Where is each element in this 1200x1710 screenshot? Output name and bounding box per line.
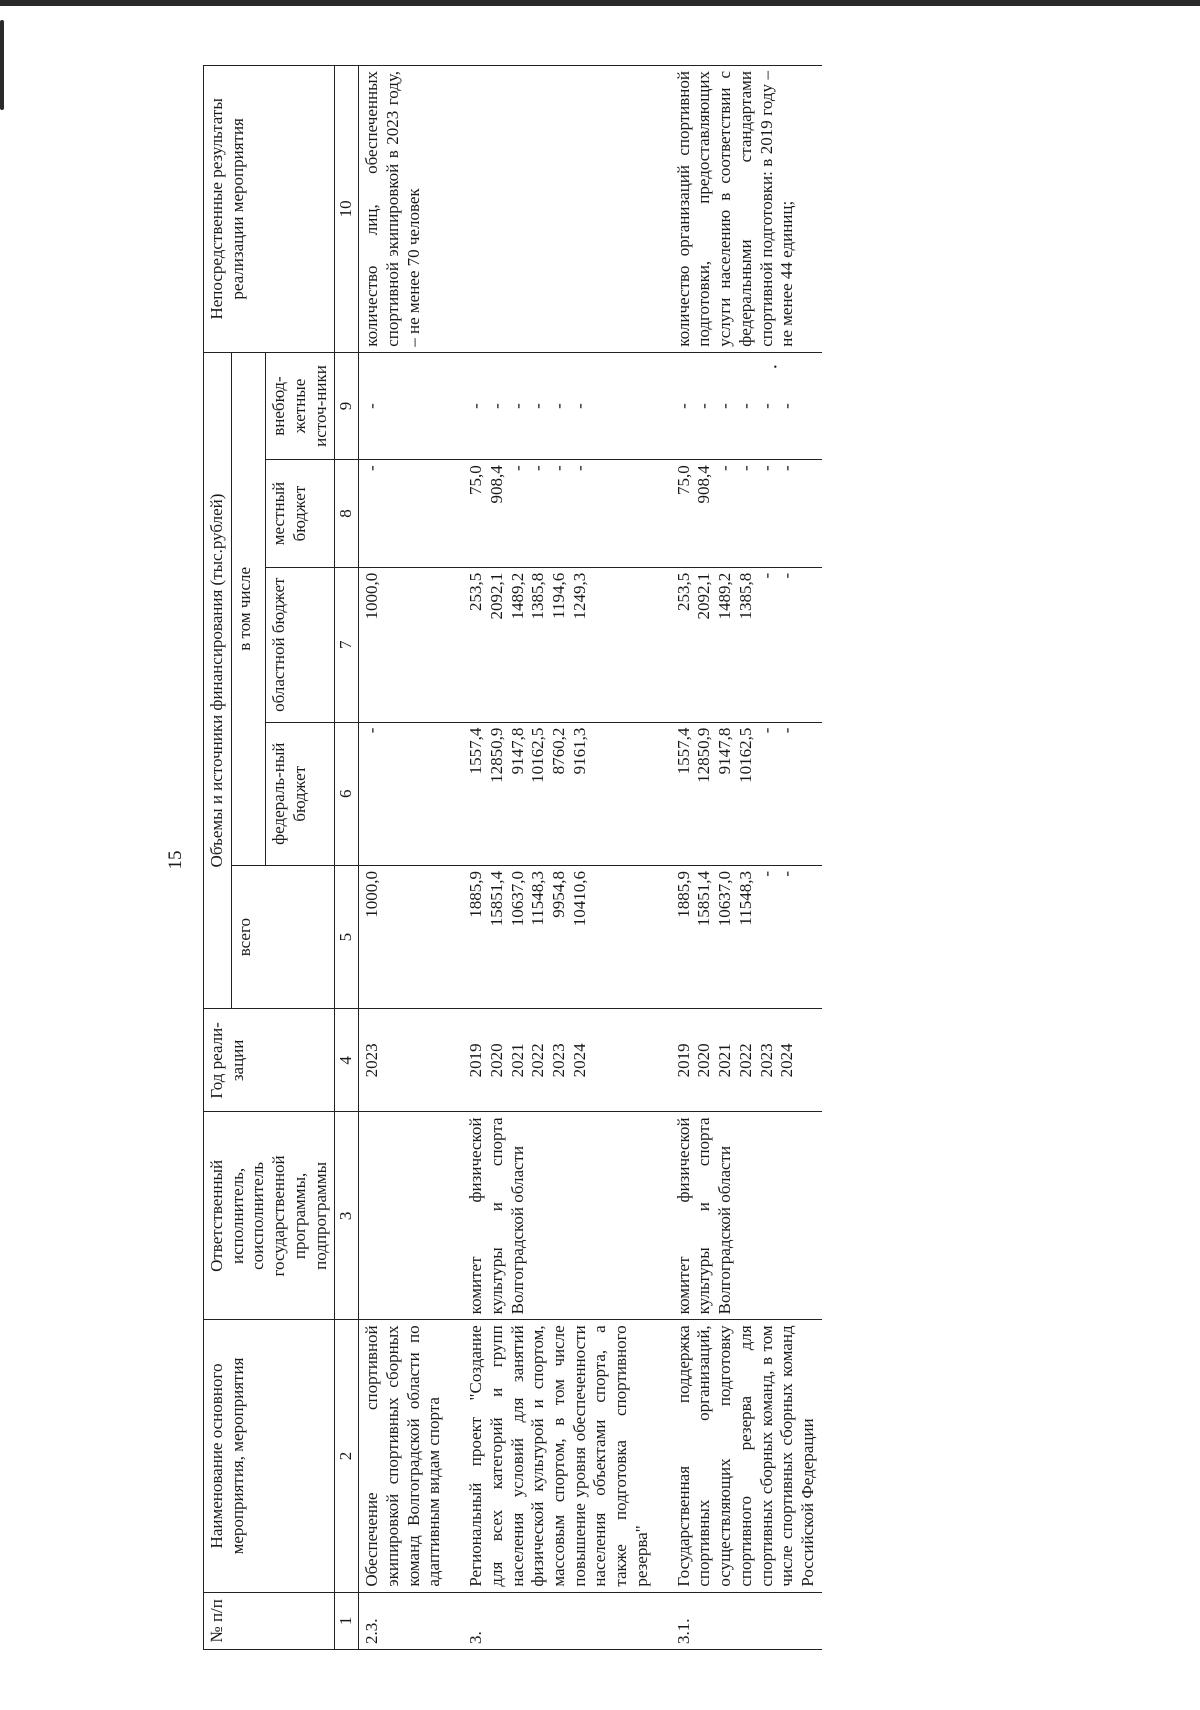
row-regional-value: 1489,2 <box>715 572 735 620</box>
row-regional-value: 2092,1 <box>486 572 506 620</box>
row-name: Обеспечение спортивной экипировкой спортивных сборных команд Волгоградской области по адаптивным видам спорта <box>359 1320 448 1592</box>
row-extra-value: - <box>486 403 506 409</box>
row-federal-value: 9147,8 <box>715 727 735 775</box>
row-name: Региональный проект "Создание для всех категорий и групп населения условий для занятий физической культурой и спортом, массовым спортом, в том числе повышение уровня обеспеченности населения объектами спорта, а также подготовка спортивного резерва" <box>448 1320 656 1592</box>
row-result: количество лиц, обеспеченных спортивной экипировкой в 2023 году, – не менее 70 человек <box>359 66 448 353</box>
table-body <box>359 66 822 1650</box>
row-total-value: 15851,4 <box>694 870 714 927</box>
row-regional-value: 1489,2 <box>507 572 527 620</box>
row-federal <box>656 722 822 865</box>
row-federal-value: 8760,2 <box>549 727 569 775</box>
row-extra-value: - <box>362 403 382 409</box>
table-row <box>359 66 448 1650</box>
row-regional-value: 1249,3 <box>569 572 589 620</box>
row-local-value: - <box>528 465 548 471</box>
row-federal-value: 12850,9 <box>486 727 506 783</box>
table-row <box>656 66 822 1650</box>
column-number: 8 <box>335 460 359 568</box>
scan-top-border <box>0 0 1200 6</box>
row-year-value: 2023 <box>756 1043 776 1078</box>
row-extra <box>359 352 448 460</box>
row-federal-value: - <box>756 727 776 734</box>
row-federal-value: 1557,4 <box>673 727 693 775</box>
row-regional <box>359 567 448 722</box>
row-year-value: 2021 <box>507 1043 527 1078</box>
row-year-value: 2022 <box>528 1043 548 1078</box>
row-local-value: 908,4 <box>486 465 506 504</box>
row-local-value: - <box>756 465 776 471</box>
row-number: 3. <box>448 1592 656 1649</box>
row-extra <box>656 352 822 460</box>
row-extra-value: - <box>715 403 735 409</box>
row-result: количество организаций спортивной подготовки, предоставляющих услуги населению в соответствии с федеральными стандартами спортивной подготовки: в 2019 году – не менее 44 единиц; <box>656 66 822 353</box>
column-number: 5 <box>335 865 359 1008</box>
row-year-value: 2021 <box>715 1043 735 1078</box>
row-federal-value: 1557,4 <box>466 727 486 775</box>
row-local-value: - <box>735 465 755 471</box>
row-regional-value: 1385,8 <box>528 572 548 620</box>
row-total-value: 10410,6 <box>569 870 589 927</box>
table-row <box>448 66 656 1650</box>
row-regional <box>448 567 656 722</box>
row-total-value: 1000,0 <box>362 870 382 918</box>
row-local-value: - <box>715 465 735 471</box>
row-year <box>656 1009 822 1112</box>
row-local-value: 908,4 <box>694 465 714 504</box>
row-total-value: 1885,9 <box>466 870 486 918</box>
rotated-document-page <box>165 65 1075 1650</box>
row-executor: комитет физической культуры и спорта Волгоградской области <box>448 1112 656 1320</box>
column-number: 1 <box>335 1592 359 1649</box>
row-year-value: 2022 <box>735 1043 755 1078</box>
row-extra-value: - <box>735 403 755 409</box>
row-local-value: - <box>362 465 382 471</box>
row-year-value: 2024 <box>777 1043 797 1078</box>
row-local-value: - <box>777 465 797 471</box>
column-number: 3 <box>335 1112 359 1320</box>
header-total: всего <box>231 865 335 1008</box>
row-total <box>656 865 822 1008</box>
row-total <box>359 865 448 1008</box>
row-federal-value: - <box>362 727 382 734</box>
header-year: Год реали-зации <box>204 1009 335 1112</box>
row-year <box>359 1009 448 1112</box>
row-local-value: 75,0 <box>673 465 693 496</box>
header-regional: областной бюджет <box>266 567 335 722</box>
row-total-value: 11548,3 <box>528 870 548 926</box>
row-extra-value: - <box>549 403 569 409</box>
row-regional-value: 253,5 <box>673 572 693 612</box>
row-name: Государственная поддержка спортивных организаций, осуществляющих подготовку спортивного резерва для спортивных сборных команд, в том числе спортивных сборных команд Российской Федерации <box>656 1320 822 1592</box>
financing-table <box>203 65 822 1650</box>
row-regional-value: 253,5 <box>466 572 486 612</box>
row-regional-value: - <box>756 572 776 579</box>
row-regional-value: 1000,0 <box>362 572 382 620</box>
row-regional-value: 1385,8 <box>735 572 755 620</box>
row-total-value: 10637,0 <box>507 870 527 927</box>
row-total-value: - <box>777 870 797 877</box>
row-extra-value: - <box>756 403 776 409</box>
header-result: Непосредственные результаты реализации мероприятия <box>204 66 335 353</box>
row-regional-value: 2092,1 <box>694 572 714 620</box>
column-number: 2 <box>335 1320 359 1592</box>
scan-left-edge-mark <box>0 20 4 110</box>
row-local <box>656 460 822 568</box>
row-federal-value: 12850,9 <box>694 727 714 783</box>
page-number: 15 <box>165 850 186 870</box>
column-number: 6 <box>335 722 359 865</box>
row-year <box>448 1009 656 1112</box>
row-year-value: 2019 <box>673 1043 693 1078</box>
row-federal <box>359 722 448 865</box>
row-extra-value: - <box>673 403 693 409</box>
row-year-value: 2020 <box>694 1043 714 1078</box>
column-number: 10 <box>335 66 359 353</box>
column-number: 7 <box>335 567 359 722</box>
row-year-value: 2023 <box>362 1043 382 1078</box>
row-total-value: - <box>756 870 776 877</box>
row-local-value: - <box>507 465 527 471</box>
row-total-value: 9954,8 <box>549 870 569 918</box>
row-total-value: 10637,0 <box>715 870 735 927</box>
row-extra-value: - <box>507 403 527 409</box>
header-local: местный бюджет <box>266 460 335 568</box>
row-number: 2.3. <box>359 1592 448 1649</box>
row-total-value: 11548,3 <box>735 870 755 926</box>
row-regional <box>656 567 822 722</box>
row-local-value: 75,0 <box>466 465 486 496</box>
row-executor <box>359 1112 448 1320</box>
row-federal <box>448 722 656 865</box>
row-regional-value: 1194,6 <box>549 572 569 619</box>
column-number: 4 <box>335 1009 359 1112</box>
row-federal-value: 9147,8 <box>507 727 527 775</box>
row-total-value: 1885,9 <box>673 870 693 918</box>
row-year-value: 2024 <box>569 1043 589 1078</box>
row-federal-value: 10162,5 <box>735 727 755 783</box>
row-executor: комитет физической культуры и спорта Волгоградской области <box>656 1112 822 1320</box>
row-local-value: - <box>569 465 589 471</box>
header-including: в том числе <box>231 352 265 865</box>
row-federal-value: - <box>777 727 797 734</box>
row-local-value: - <box>549 465 569 471</box>
row-year-value: 2020 <box>486 1043 506 1078</box>
row-extra-value: - <box>694 403 714 409</box>
row-local <box>448 460 656 568</box>
row-number: 3.1. <box>656 1592 822 1649</box>
header-extra: внебюд-жетные источ-ники <box>266 352 335 460</box>
row-year-value: 2019 <box>466 1043 486 1078</box>
row-extra <box>448 352 656 460</box>
row-local <box>359 460 448 568</box>
row-total-value: 15851,4 <box>486 870 506 927</box>
scan-speck: · <box>765 363 787 370</box>
row-year-value: 2023 <box>549 1043 569 1078</box>
header-number: № п/п <box>204 1592 335 1649</box>
column-number: 9 <box>335 352 359 460</box>
header-executor: Ответственный исполнитель, соисполнитель государственной программы, подпрограммы <box>204 1112 335 1320</box>
row-result <box>448 66 656 353</box>
row-federal-value: 9161,3 <box>569 727 589 775</box>
header-federal: федераль-ный бюджет <box>266 722 335 865</box>
header-name: Наименование основного мероприятия, мероприятия <box>204 1320 335 1592</box>
row-extra-value: - <box>569 403 589 409</box>
header-financing: Объемы и источники финансирования (тыс.рублей) <box>204 352 232 1009</box>
row-total <box>448 865 656 1008</box>
row-federal-value: 10162,5 <box>528 727 548 783</box>
row-extra-value: - <box>528 403 548 409</box>
row-regional-value: - <box>777 572 797 579</box>
row-extra-value: - <box>466 403 486 409</box>
row-extra-value: - <box>777 403 797 409</box>
